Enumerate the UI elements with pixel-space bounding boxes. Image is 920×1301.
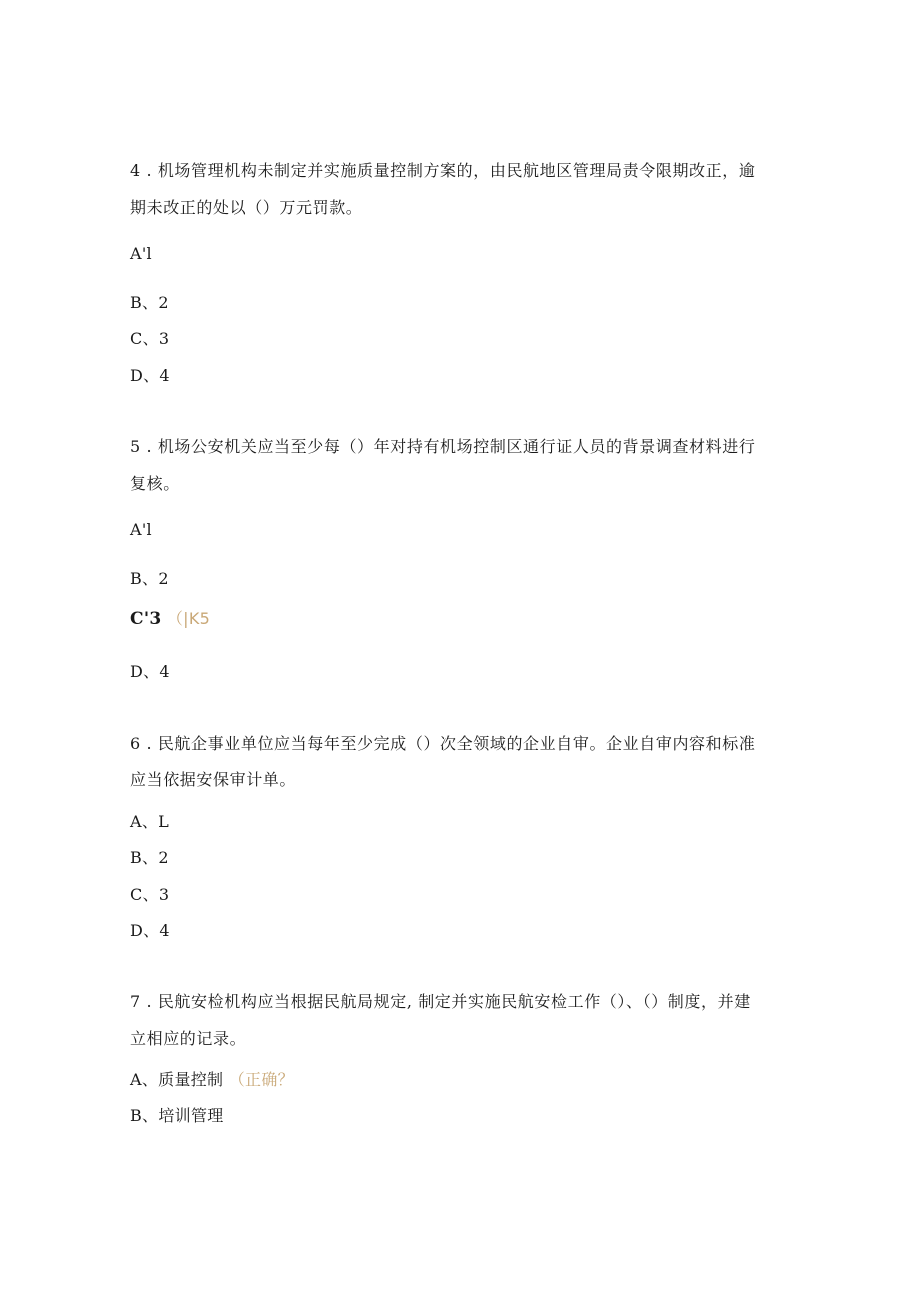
question-4-option-b: B、2 [130, 293, 169, 312]
question-4-option-d: D、4 [130, 366, 170, 385]
question-6-option-a: A、L [130, 812, 170, 831]
question-5-option-a: A'l [130, 520, 152, 539]
question-6-option-c: C、3 [130, 885, 170, 904]
question-7-option-a-row [130, 1070, 294, 1090]
question-5-stem-line-2: 复核。 [130, 474, 180, 493]
question-4-stem-line-1: 4 . 机场管理机构未制定并实施质量控制方案的，由民航地区管理局责令限期改正，逾 [130, 161, 756, 180]
question-7-option-b: B、培训管理 [130, 1106, 224, 1125]
question-6-option-d: D、4 [130, 921, 170, 940]
question-5-stem-line-1: 5 . 机场公安机关应当至少每（）年对持有机场控制区通行证人员的背景调查材料进行 [130, 437, 756, 456]
question-5-option-c-row [130, 609, 210, 629]
question-4-option-c: C、3 [130, 329, 170, 348]
question-5-option-d: D、4 [130, 662, 170, 681]
question-5-option-b: B、2 [130, 569, 169, 588]
question-5-option-c: C'3 [130, 609, 162, 629]
question-7-answer-mark: （正确？ [228, 1070, 294, 1089]
question-4-option-a: A'l [130, 244, 152, 263]
question-7-stem-line-1: 7 . 民航安检机构应当根据民航局规定, 制定并实施民航安检工作（）、（）制度，并建 [130, 992, 751, 1011]
question-7-option-a: A、质量控制 [130, 1070, 224, 1089]
question-5-answer-mark: （|K5 [166, 609, 211, 628]
question-6-stem-line-1: 6 . 民航企事业单位应当每年至少完成（）次全领域的企业自审。企业自审内容和标准 [130, 734, 756, 753]
question-6-option-b: B、2 [130, 848, 169, 867]
question-6-stem-line-2: 应当依据安保审计单。 [130, 770, 297, 789]
question-4-stem-line-2: 期未改正的处以（）万元罚款。 [130, 198, 363, 217]
question-7-stem-line-2: 立相应的记录。 [130, 1029, 247, 1048]
